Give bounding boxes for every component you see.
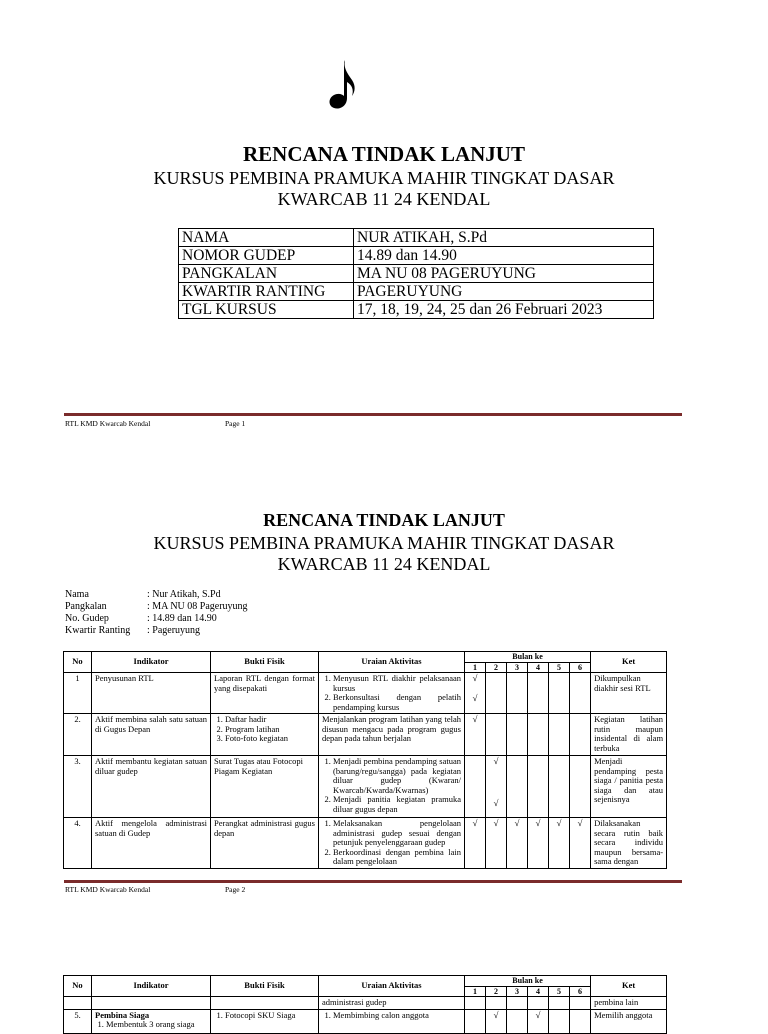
table-row [64, 714, 667, 756]
month-cell [465, 756, 486, 818]
info-row [65, 613, 248, 625]
month-cell [465, 997, 486, 1010]
info-label: Kwartir Ranting [65, 625, 131, 636]
row-no: 2. [64, 714, 92, 756]
uraian-item: 2. Berkonsultasi dengan pelatih pendamping kursus [333, 693, 461, 712]
header-month: 4 [528, 986, 549, 997]
row-uraian [319, 818, 465, 869]
header-uraian-aktivitas: Uraian Aktivitas [319, 976, 465, 997]
page2-title: RENCANA TINDAK LANJUT [263, 510, 505, 530]
header-ket: Ket [591, 652, 667, 673]
month-cell [507, 756, 528, 818]
month-cell [570, 673, 591, 714]
header-month: 4 [528, 662, 549, 673]
check-mark: √ [472, 714, 478, 724]
header-month: 6 [570, 986, 591, 997]
month-cell [465, 714, 486, 756]
table-row [64, 1009, 667, 1033]
month-cell [486, 818, 507, 869]
info-value: : Nur Atikah, S.Pd [147, 589, 221, 600]
month-cell [570, 756, 591, 818]
uraian-item: 1. Membimbing calon anggota [333, 1011, 461, 1021]
info-row [65, 601, 248, 613]
bukti-item: 3. Foto-foto kegiatan [225, 734, 315, 744]
header-indikator: Indikator [92, 652, 211, 673]
row-indikator [92, 1009, 211, 1033]
table-row [64, 818, 667, 869]
bukti-item: 2. Program latihan [225, 725, 315, 735]
header-ket: Ket [591, 976, 667, 997]
page2-subtitle-kwarcab: KWARCAB 11 24 KENDAL [277, 554, 491, 574]
month-cell [465, 818, 486, 869]
identity-row [179, 247, 654, 265]
month-cell [486, 997, 507, 1010]
page1-footer-page: Page 1 [225, 419, 246, 428]
header-month: 1 [465, 662, 486, 673]
row-ket: Memilih anggota [591, 1009, 667, 1033]
month-cell [570, 997, 591, 1010]
header-month: 2 [486, 662, 507, 673]
check-mark: √ [472, 692, 478, 703]
rtl-activity-table [63, 651, 667, 869]
month-cell [549, 818, 570, 869]
identity-row [179, 265, 654, 283]
page1-subtitle-kwarcab: KWARCAB 11 24 KENDAL [277, 189, 491, 209]
participant-info [65, 589, 248, 637]
check-mark: √ [535, 1009, 541, 1020]
check-mark: √ [514, 818, 520, 828]
row-indikator: Aktif membina salah satu satuan di Gugus Depan [92, 714, 211, 756]
row-no: 4. [64, 818, 92, 869]
info-value: : Pageruyung [147, 625, 201, 636]
uraian-item: 2. Menjadi panitia kegiatan pramuka diluar gugus depan [333, 795, 461, 814]
row-indikator: Aktif mengelola administrasi satuan di Gudep [92, 818, 211, 869]
info-value: : MA NU 08 Pageruyung [147, 601, 248, 612]
page1-footer-bar [64, 413, 682, 416]
page1-subtitle-course: KURSUS PEMBINA PRAMUKA MAHIR TINGKAT DASAR [153, 168, 615, 188]
check-mark: √ [493, 756, 499, 766]
identity-value: PAGERUYUNG [354, 283, 654, 301]
page1-title: RENCANA TINDAK LANJUT [243, 142, 525, 166]
row-uraian: Menjalankan program latihan yang telah disusun mengacu pada program gugus depan pada tahun berjalan [319, 714, 465, 756]
check-mark: √ [472, 673, 478, 683]
check-mark: √ [493, 797, 499, 808]
header-bulan-ke: Bulan ke [465, 976, 591, 987]
identity-row [179, 283, 654, 301]
identity-row [179, 229, 654, 247]
month-cell [465, 1009, 486, 1033]
month-cell [570, 818, 591, 869]
info-label: Nama [65, 589, 89, 600]
uraian-item: 1. Menyusun RTL diakhir pelaksanaan kursus [333, 674, 461, 693]
page2-footer-doc: RTL KMD Kwarcab Kendal [65, 885, 151, 894]
row-indikator [92, 997, 211, 1010]
row-ket: Dikumpulkan diakhir sesi RTL [591, 673, 667, 714]
page2-footer-bar [64, 880, 682, 883]
identity-label: NOMOR GUDEP [179, 247, 354, 265]
header-month: 5 [549, 662, 570, 673]
month-cell [507, 714, 528, 756]
table-row [64, 673, 667, 714]
table-header-row [64, 652, 667, 663]
row-uraian [319, 756, 465, 818]
row-bukti [211, 1009, 319, 1033]
header-month: 5 [549, 986, 570, 997]
rtl-activity-table-continued [63, 975, 667, 1034]
info-row [65, 625, 248, 637]
page1-footer-doc: RTL KMD Kwarcab Kendal [65, 419, 151, 428]
table-row [64, 756, 667, 818]
row-ket: pembina lain [591, 997, 667, 1010]
month-cell [549, 997, 570, 1010]
row-ket: Dilaksanakan secara rutin baik secara individu maupun bersama-sama dengan [591, 818, 667, 869]
row-uraian [319, 1009, 465, 1033]
indikator-item: 1. Membentuk 3 orang siaga [106, 1020, 207, 1030]
row-ket: Menjadi pendamping pesta siaga / panitia pesta siaga dan atau sejenisnya [591, 756, 667, 818]
header-bukti-fisik: Bukti Fisik [211, 652, 319, 673]
row-ket: Kegiatan latihan rutin maupun insidental di alam terbuka [591, 714, 667, 756]
header-uraian-aktivitas: Uraian Aktivitas [319, 652, 465, 673]
page2-subtitle-course: KURSUS PEMBINA PRAMUKA MAHIR TINGKAT DASAR [153, 533, 615, 553]
info-label: Pangkalan [65, 601, 107, 612]
row-bukti [211, 997, 319, 1010]
row-uraian [319, 673, 465, 714]
check-mark: √ [577, 818, 583, 828]
month-cell [528, 756, 549, 818]
month-cell [549, 1009, 570, 1033]
header-no: No [64, 652, 92, 673]
check-mark: √ [535, 818, 541, 828]
month-cell [507, 997, 528, 1010]
identity-table [178, 228, 654, 319]
month-cell [528, 818, 549, 869]
check-mark: √ [493, 1009, 499, 1020]
month-cell [486, 714, 507, 756]
row-bukti [211, 714, 319, 756]
month-cell [549, 756, 570, 818]
header-month: 2 [486, 986, 507, 997]
header-month: 1 [465, 986, 486, 997]
row-no [64, 997, 92, 1010]
table-header-row [64, 976, 667, 987]
month-cell [507, 673, 528, 714]
row-no: 3. [64, 756, 92, 818]
indikator-group-title: Pembina Siaga [95, 1009, 150, 1020]
row-indikator: Aktif membantu kegiatan satuan diluar gudep [92, 756, 211, 818]
header-bulan-ke: Bulan ke [465, 652, 591, 663]
check-mark: √ [472, 818, 478, 828]
month-cell [486, 756, 507, 818]
info-value: : 14.89 dan 14.90 [147, 613, 217, 624]
month-cell [528, 1009, 549, 1033]
month-cell [507, 818, 528, 869]
identity-label: TGL KURSUS [179, 301, 354, 319]
row-no: 1 [64, 673, 92, 714]
uraian-item: 2. Berkoordinasi dengan pembina lain dalam pengelolaan [333, 848, 461, 867]
header-bukti-fisik: Bukti Fisik [211, 976, 319, 997]
month-cell [570, 1009, 591, 1033]
month-cell [465, 673, 486, 714]
row-indikator: Penyusunan RTL [92, 673, 211, 714]
identity-label: PANGKALAN [179, 265, 354, 283]
header-no: No [64, 976, 92, 997]
month-cell [528, 997, 549, 1010]
table-row-continued [64, 997, 667, 1010]
header-month: 3 [507, 986, 528, 997]
identity-label: KWARTIR RANTING [179, 283, 354, 301]
uraian-item: 1. Menjadi pembina pendamping satuan (barung/regu/sangga) pada kegiatan diluar gudep (Kwaran/ Kwarcab/Kwarda/Kwarnas) [333, 757, 461, 795]
month-cell [549, 714, 570, 756]
row-bukti: Laporan RTL dengan format yang disepakati [211, 673, 319, 714]
identity-value: 17, 18, 19, 24, 25 dan 26 Februari 2023 [354, 301, 654, 319]
month-cell [486, 1009, 507, 1033]
month-cell [486, 673, 507, 714]
row-bukti: Perangkat administrasi gugus depan [211, 818, 319, 869]
pramuka-tunas-kelapa-logo-icon [328, 58, 362, 110]
check-mark: √ [493, 818, 499, 828]
identity-value: NUR ATIKAH, S.Pd [354, 229, 654, 247]
bukti-item: 1. Daftar hadir [225, 715, 315, 725]
uraian-item: 1. Melaksanakan pengelolaan administrasi gudep sesuai dengan petunjuk penyelenggaraan gudep [333, 819, 461, 848]
identity-label: NAMA [179, 229, 354, 247]
month-cell [507, 1009, 528, 1033]
month-cell [570, 714, 591, 756]
bukti-item: 1. Fotocopi SKU Siaga [225, 1011, 315, 1021]
info-label: No. Gudep [65, 613, 109, 624]
row-no: 5. [64, 1009, 92, 1033]
row-uraian: administrasi gudep [319, 997, 465, 1010]
identity-value: MA NU 08 PAGERUYUNG [354, 265, 654, 283]
identity-row [179, 301, 654, 319]
row-bukti: Surat Tugas atau Fotocopi Piagam Kegiatan [211, 756, 319, 818]
info-row [65, 589, 248, 601]
check-mark: √ [556, 818, 562, 828]
month-cell [549, 673, 570, 714]
identity-value: 14.89 dan 14.90 [354, 247, 654, 265]
header-month: 6 [570, 662, 591, 673]
month-cell [528, 673, 549, 714]
header-month: 3 [507, 662, 528, 673]
page2-footer-page: Page 2 [225, 885, 246, 894]
month-cell [528, 714, 549, 756]
header-indikator: Indikator [92, 976, 211, 997]
